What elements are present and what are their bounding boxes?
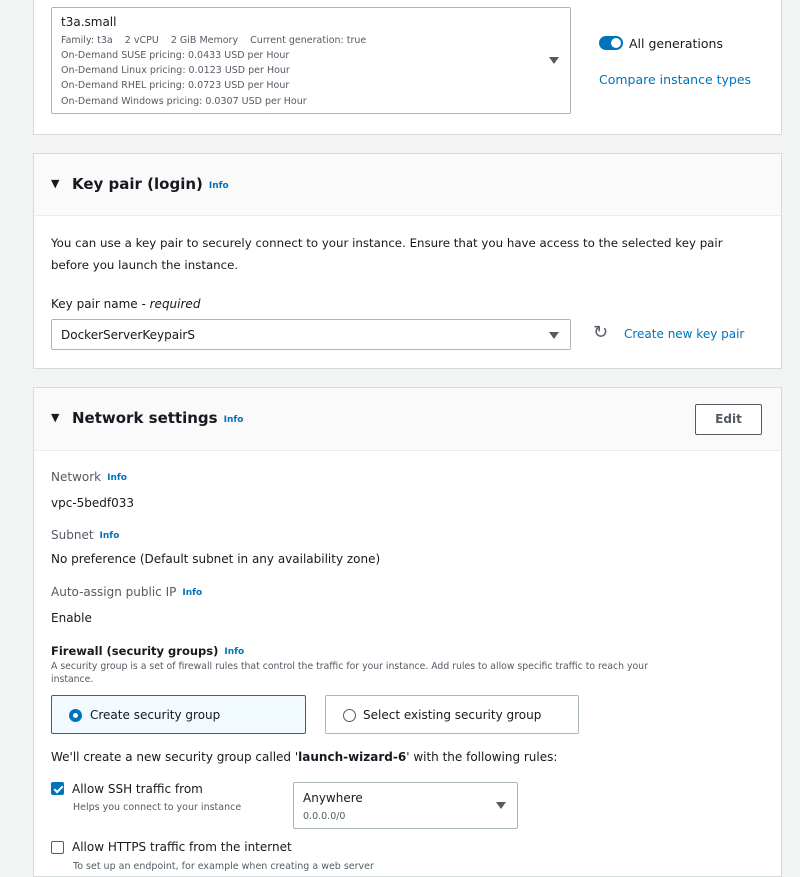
allow-ssh-help: Helps you connect to your instance	[73, 802, 242, 813]
key-pair-header	[34, 154, 781, 216]
create-security-group-option[interactable]	[51, 695, 306, 734]
chevron-down-icon	[549, 332, 559, 339]
radio-selected-icon	[69, 709, 82, 722]
caret-down-icon[interactable]: ▼	[51, 411, 60, 424]
subnet-label: Subnet Info	[51, 528, 120, 542]
network-info-link[interactable]: Info	[223, 415, 244, 425]
ssh-source-cidr: 0.0.0.0/0	[303, 811, 346, 822]
key-pair-info-link[interactable]: Info	[208, 181, 229, 191]
select-existing-security-group-label: Select existing security group	[363, 708, 542, 722]
public-ip-value: Enable	[51, 611, 92, 625]
subnet-value: No preference (Default subnet in any availability zone)	[51, 552, 381, 566]
ssh-source-value: Anywhere	[303, 791, 363, 805]
network-settings-panel	[33, 387, 782, 877]
allow-https-help: To set up an endpoint, for example when creating a web server	[73, 861, 374, 872]
key-pair-name-label: Key pair name - required	[51, 297, 201, 311]
network-settings-title: Network settings Info	[72, 409, 244, 427]
public-ip-label: Auto-assign public IP Info	[51, 585, 203, 599]
key-pair-panel	[33, 153, 782, 369]
key-pair-title: Key pair (login) Info	[72, 175, 229, 193]
key-pair-description-line1: You can use a key pair to securely connect to your instance. Ensure that you have access to the selected key pair	[51, 236, 723, 250]
select-existing-security-group-option[interactable]	[325, 695, 579, 734]
allow-https-checkbox[interactable]	[51, 841, 64, 854]
key-pair-description-line2: before you launch the instance.	[51, 258, 239, 272]
pricing-suse: On-Demand SUSE pricing: 0.0433 USD per Hour	[61, 50, 290, 61]
subnet-info-link[interactable]: Info	[99, 531, 120, 541]
network-label: Network Info	[51, 470, 127, 484]
firewall-info-link[interactable]: Info	[224, 647, 245, 657]
allow-https-label: Allow HTTPS traffic from the internet	[72, 840, 292, 854]
key-pair-select[interactable]	[51, 319, 571, 350]
compare-instance-types-link[interactable]: Compare instance types	[599, 72, 752, 87]
all-generations-toggle[interactable]	[599, 36, 623, 50]
network-settings-header	[34, 388, 781, 451]
ssh-source-select[interactable]	[293, 782, 518, 829]
instance-family-line: Family: t3a 2 vCPU 2 GiB Memory Current generation: true	[61, 35, 367, 46]
instance-type-panel	[33, 0, 782, 135]
instance-type-name: t3a.small	[61, 15, 117, 29]
all-generations-label: All generations	[629, 36, 723, 51]
firewall-description-line1: A security group is a set of firewall rules that control the traffic for your instance. Add rules to allow specific traffic to reach your	[51, 661, 648, 672]
allow-ssh-checkbox[interactable]	[51, 782, 64, 795]
allow-ssh-label: Allow SSH traffic from	[72, 782, 203, 796]
network-field-info-link[interactable]: Info	[107, 473, 127, 483]
pricing-windows: On-Demand Windows pricing: 0.0307 USD per Hour	[61, 96, 307, 107]
caret-down-icon[interactable]: ▼	[51, 177, 60, 190]
firewall-label: Firewall (security groups) Info	[51, 644, 245, 658]
network-value: vpc-5bedf033	[51, 496, 135, 510]
pricing-rhel: On-Demand RHEL pricing: 0.0723 USD per Hour	[61, 80, 290, 91]
create-security-group-label: Create security group	[90, 708, 221, 722]
create-key-pair-link[interactable]: Create new key pair	[624, 327, 745, 341]
edit-button[interactable]: Edit	[695, 404, 762, 435]
public-ip-info-link[interactable]: Info	[182, 588, 203, 598]
radio-unselected-icon	[343, 709, 356, 722]
instance-type-select[interactable]	[51, 7, 571, 114]
firewall-description-line2: instance.	[51, 674, 94, 685]
security-group-wizard-text: We'll create a new security group called 'launch-wizard-6' with the following rules:	[51, 750, 558, 764]
chevron-down-icon	[549, 57, 559, 64]
chevron-down-icon	[496, 802, 506, 809]
key-pair-selected-value: DockerServerKeypairS	[61, 328, 195, 342]
refresh-icon[interactable]: ↻	[593, 322, 609, 343]
pricing-linux: On-Demand Linux pricing: 0.0123 USD per Hour	[61, 65, 290, 76]
